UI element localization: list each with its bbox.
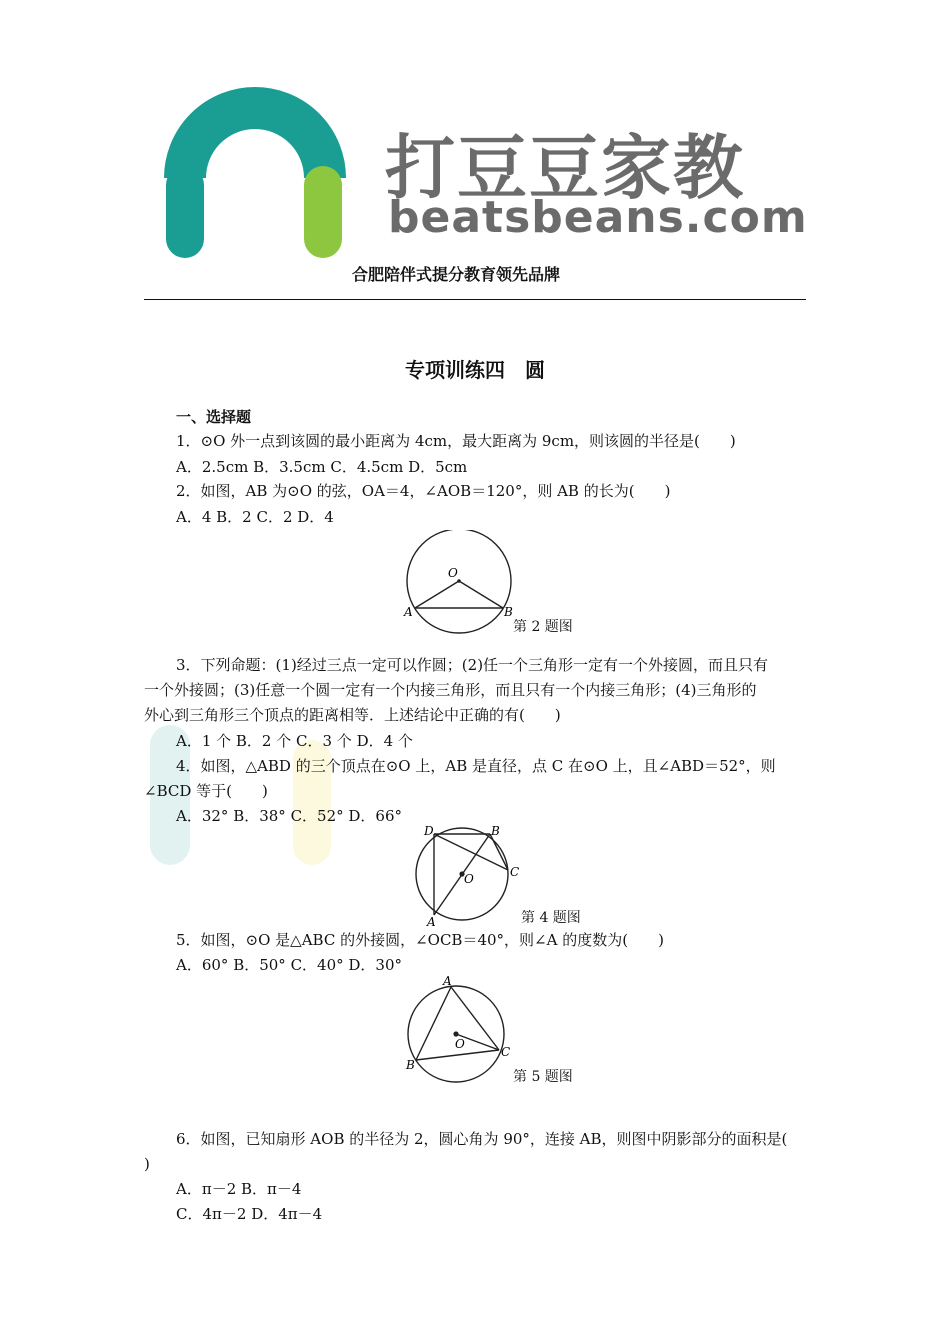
label-b: B [504,605,513,619]
question-2: 2．如图，AB 为⊙O 的弦，OA＝4，∠AOB＝120°，则 AB 的长为( ) [176,482,671,500]
label-c: C [510,865,520,879]
figure-q4 [408,820,528,932]
label-b: B [491,824,500,838]
question-1: 1．⊙O 外一点到该圆的最小距离为 4cm，最大距离为 9cm，则该圆的半径是( ) [176,432,736,450]
question-6-line-1: 6．如图，已知扇形 AOB 的半径为 2，圆心角为 90°，连接 AB，则图中阴影部分的面积是( [176,1130,788,1148]
question-1-options: A．2.5cm B．3.5cm C．4.5cm D．5cm [176,458,468,476]
question-3-line-3: 外心到三角形三个顶点的距离相等．上述结论中正确的有( ) [144,706,561,724]
question-6-line-2: ) [144,1155,150,1173]
header-divider [144,299,806,300]
question-5-options: A．60° B．50° C．40° D．30° [176,956,403,974]
figure-2-caption: 第 2 题图 [513,619,573,635]
label-b: B [406,1058,415,1072]
logo-mark [160,78,350,260]
label-d: D [424,824,434,838]
question-4-line-2: ∠BCD 等于( ) [144,782,268,800]
brand-name-en: beatsbeans.com [388,192,808,243]
question-3-line-1: 3．下列命题：(1)经过三点一定可以作圆；(2)任一个三角形一定有一个外接圆，而且只有 [176,656,769,674]
brand-slogan: 合肥陪伴式提分教育领先品牌 [352,265,561,284]
figure-q2 [400,530,520,640]
question-5: 5．如图，⊙O 是△ABC 的外接圆，∠OCB＝40°，则∠A 的度数为( ) [176,931,664,949]
question-3-options: A．1 个 B．2 个 C．3 个 D．4 个 [176,732,413,750]
question-2-options: A．4 B．2 C．2 D．4 [176,508,334,526]
figure-4-caption: 第 4 题图 [521,910,581,926]
page-title: 专项训练四 圆 [405,358,545,382]
brand-name-cn: 打豆豆家教 [385,127,745,209]
label-o: O [464,872,474,886]
question-3-line-2: 一个外接圆；(3)任意一个圆一定有一个内接三角形，而且只有一个内接三角形；(4)三角形的 [144,681,757,699]
label-a: A [443,974,452,988]
label-o: O [455,1037,465,1051]
question-6-options-1: A．π－2 B．π－4 [176,1180,302,1198]
question-6-options-2: C．4π－2 D．4π－4 [176,1205,323,1223]
label-a: A [427,915,436,929]
label-o: O [448,566,458,580]
figure-5-caption: 第 5 题图 [513,1069,573,1085]
section-heading: 一、选择题 [176,408,252,426]
question-4-line-1: 4．如图，△ABD 的三个顶点在⊙O 上，AB 是直径，点 C 在⊙O 上，且∠ABD＝52°，则 [176,757,776,775]
figure-q5 [398,972,518,1084]
question-4-options: A．32° B．38° C．52° D．66° [176,807,403,825]
label-c: C [501,1045,511,1059]
label-a: A [404,605,413,619]
